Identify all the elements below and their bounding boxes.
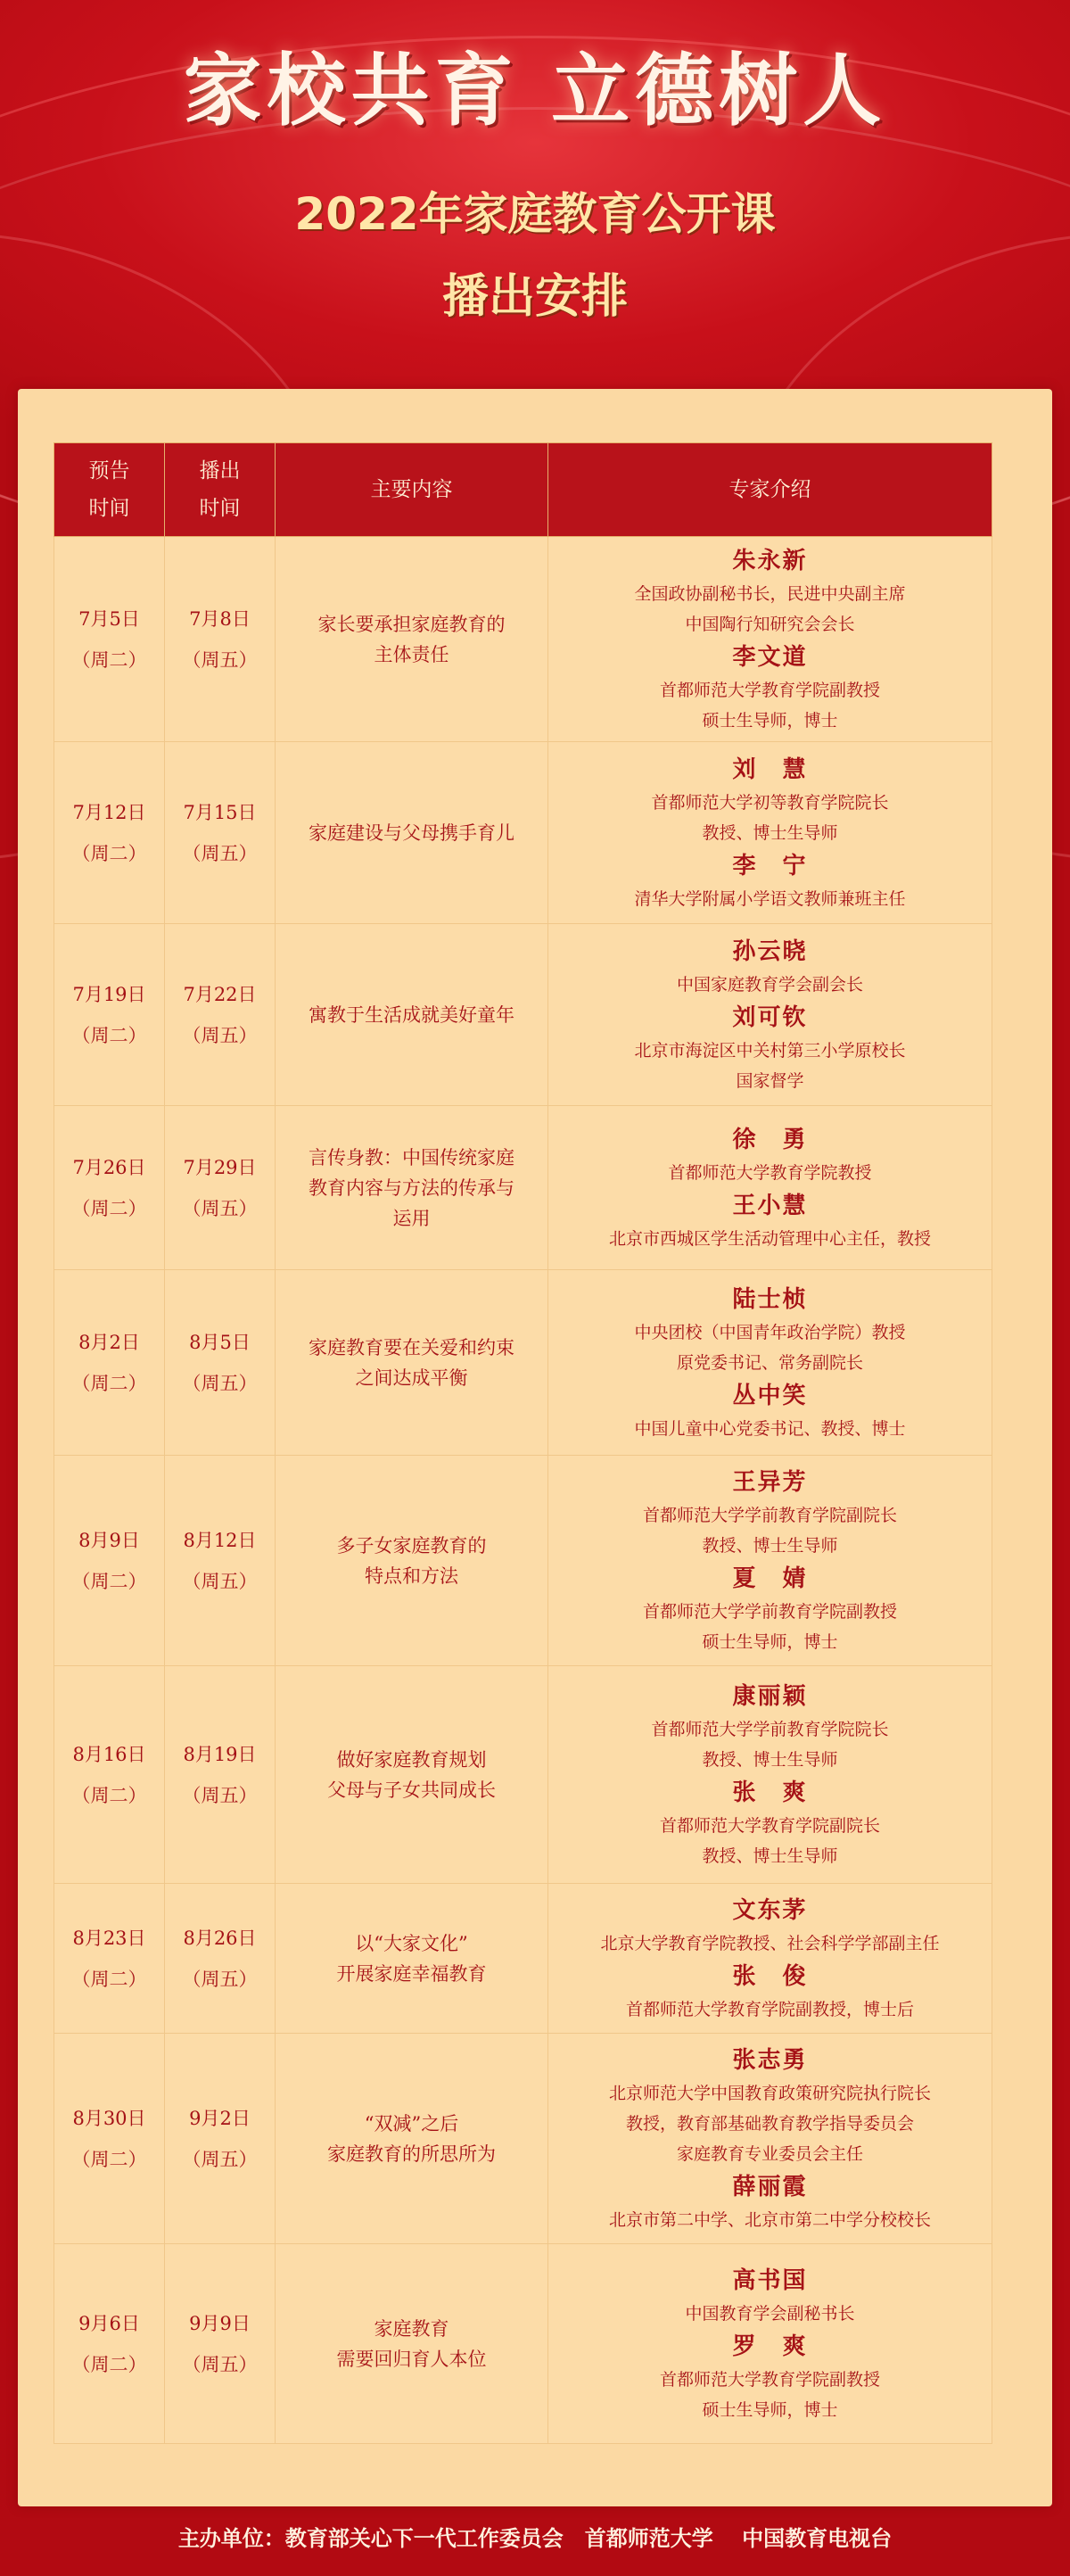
table-row [54, 924, 992, 1106]
broadcast-date: 8月19日 [183, 1743, 257, 1765]
preview-time-cell [54, 2034, 165, 2244]
broadcast-time-cell [165, 1456, 276, 1666]
main-content-cell [276, 1270, 548, 1456]
experts-cell [548, 537, 992, 742]
preview-time-cell [54, 742, 165, 924]
preview-date: 8月9日 [78, 1529, 140, 1551]
expert-title: 北京师范大学中国教育政策研究院执行院长 [608, 2083, 931, 2103]
broadcast-date: 7月22日 [183, 983, 257, 1005]
content-line: “双减”之后 [364, 2112, 459, 2134]
expert-name: 夏 婧 [732, 1565, 808, 1592]
preview-time-cell [54, 1456, 165, 1666]
expert-title: 国家督学 [736, 1070, 804, 1091]
table-row [54, 1456, 992, 1666]
content-line: 特点和方法 [365, 1565, 458, 1587]
expert-title: 原党委书记、常务副院长 [676, 1352, 863, 1373]
expert-name: 朱永新 [732, 547, 808, 574]
broadcast-time-cell [165, 1666, 276, 1884]
expert-title: 教授，教育部基础教育教学指导委员会 [625, 2113, 914, 2134]
expert-title: 首都师范大学教育学院副教授 [659, 680, 880, 700]
expert-title: 硕士生导师，博士 [702, 710, 838, 731]
table-row [54, 1270, 992, 1456]
broadcast-date: 7月15日 [183, 801, 257, 823]
expert-name: 王小慧 [732, 1192, 808, 1219]
expert-title: 中国家庭教育学会副会长 [676, 974, 863, 995]
content-line: 父母与子女共同成长 [327, 1779, 496, 1801]
main-content-cell [276, 1106, 548, 1270]
broadcast-time-cell [165, 2244, 276, 2444]
experts-cell [548, 742, 992, 924]
expert-name: 张 爽 [732, 1779, 808, 1806]
content-line: 家庭教育的所思所为 [327, 2143, 496, 2165]
preview-weekday: （周二） [71, 2148, 147, 2170]
broadcast-time-cell [165, 1270, 276, 1456]
content-line: 做好家庭教育规划 [336, 1748, 487, 1771]
preview-date: 8月2日 [78, 1331, 140, 1353]
preview-weekday: （周二） [71, 1024, 147, 1046]
content-line: 多子女家庭教育的 [336, 1534, 487, 1556]
content-line: 言传身教：中国传统家庭 [309, 1146, 514, 1168]
header-label: 时间 [199, 497, 241, 520]
expert-title: 北京市海淀区中关村第三小学原校长 [634, 1040, 906, 1061]
expert-name: 丛中笑 [732, 1382, 808, 1409]
broadcast-weekday: （周五） [182, 2353, 258, 2375]
broadcast-time-cell [165, 924, 276, 1106]
page-title: 2022年家庭教育公开课 [294, 188, 776, 240]
preview-date: 7月19日 [72, 983, 146, 1005]
experts-cell [548, 1666, 992, 1884]
preview-weekday: （周二） [71, 1197, 147, 1219]
preview-date: 8月30日 [72, 2107, 146, 2129]
expert-name: 张志勇 [732, 2046, 808, 2074]
experts-cell [548, 2034, 992, 2244]
preview-time-cell [54, 1666, 165, 1884]
expert-name: 文东茅 [732, 1896, 808, 1924]
content-line: 运用 [392, 1207, 431, 1229]
content-line: 家庭教育 [374, 2317, 449, 2340]
expert-title: 教授、博士生导师 [702, 1749, 838, 1770]
expert-name: 孙云晓 [732, 937, 808, 965]
broadcast-weekday: （周五） [182, 1024, 258, 1046]
preview-weekday: （周二） [71, 1784, 147, 1806]
broadcast-date: 9月2日 [189, 2107, 251, 2129]
expert-title: 北京市第二中学、北京市第二中学分校校长 [608, 2209, 931, 2230]
content-line: 家长要承担家庭教育的 [317, 613, 506, 635]
expert-title: 硕士生导师，博士 [702, 1631, 838, 1652]
header-label: 播出 [199, 459, 241, 483]
page-subtitle: 播出安排 [441, 270, 628, 324]
content-line: 主体责任 [374, 643, 449, 665]
header-experts: 专家介绍 [548, 443, 992, 537]
broadcast-time-cell [165, 742, 276, 924]
expert-title: 教授、博士生导师 [702, 1535, 838, 1556]
schedule-table [54, 442, 992, 2444]
expert-title: 中国陶行知研究会会长 [685, 614, 855, 634]
table-row [54, 537, 992, 742]
header-main-content: 主要内容 [276, 443, 548, 537]
content-line: 家庭教育要在关爱和约束 [309, 1336, 514, 1358]
main-content-cell [276, 924, 548, 1106]
experts-cell [548, 1456, 992, 1666]
table-row [54, 2244, 992, 2444]
preview-date: 7月5日 [78, 607, 140, 630]
expert-title: 首都师范大学教育学院副教授，博士后 [625, 1999, 914, 2019]
table-row [54, 742, 992, 924]
expert-name: 李 宁 [732, 852, 808, 879]
broadcast-date: 8月26日 [183, 1927, 257, 1949]
preview-date: 8月16日 [72, 1743, 146, 1765]
broadcast-date: 8月12日 [183, 1529, 257, 1551]
content-line: 需要回归育人本位 [336, 2348, 487, 2370]
table-row [54, 1666, 992, 1884]
slogan: 家校共育 立德树人 [183, 44, 887, 136]
broadcast-weekday: （周五） [182, 648, 258, 671]
expert-title: 首都师范大学教育学院教授 [668, 1162, 872, 1183]
expert-name: 陆士桢 [732, 1285, 808, 1313]
expert-title: 清华大学附属小学语文教师兼班主任 [634, 888, 906, 909]
content-line: 以“大家文化” [355, 1932, 468, 1954]
expert-title: 家庭教育专业委员会主任 [676, 2143, 863, 2164]
expert-name: 王异芳 [732, 1468, 808, 1496]
expert-title: 首都师范大学初等教育学院院长 [651, 792, 889, 813]
broadcast-weekday: （周五） [182, 842, 258, 864]
broadcast-time-cell [165, 537, 276, 742]
expert-title: 首都师范大学学前教育学院院长 [651, 1719, 889, 1739]
preview-time-cell [54, 537, 165, 742]
expert-name: 高书国 [732, 2266, 808, 2294]
expert-title: 中央团校（中国青年政治学院）教授 [634, 1322, 906, 1342]
preview-time-cell [54, 2244, 165, 2444]
main-content-cell [276, 2034, 548, 2244]
expert-name: 李文道 [732, 643, 808, 671]
table-header-row [54, 443, 992, 537]
header-label: 预告 [88, 459, 130, 483]
content-line: 家庭建设与父母携手育儿 [309, 822, 514, 844]
expert-title: 硕士生导师，博士 [702, 2399, 838, 2420]
expert-title: 首都师范大学教育学院副院长 [659, 1815, 880, 1836]
broadcast-weekday: （周五） [182, 1784, 258, 1806]
content-line: 开展家庭幸福教育 [336, 1962, 487, 1985]
broadcast-date: 7月8日 [189, 607, 251, 630]
experts-cell [548, 1270, 992, 1456]
broadcast-weekday: （周五） [182, 2148, 258, 2170]
main-content-cell [276, 537, 548, 742]
expert-name: 徐 勇 [732, 1126, 808, 1153]
experts-cell [548, 1884, 992, 2034]
content-line: 寓教于生活成就美好童年 [309, 1003, 514, 1026]
preview-time-cell [54, 1270, 165, 1456]
preview-time-cell [54, 1884, 165, 2034]
preview-weekday: （周二） [71, 648, 147, 671]
expert-name: 康丽颖 [732, 1682, 808, 1710]
table-row [54, 1884, 992, 2034]
expert-name: 刘 慧 [732, 755, 808, 783]
broadcast-time-cell [165, 1106, 276, 1270]
broadcast-weekday: （周五） [182, 1968, 258, 1990]
broadcast-date: 9月9日 [189, 2312, 251, 2334]
header-broadcast-time [165, 443, 276, 537]
expert-title: 首都师范大学教育学院副教授 [659, 2369, 880, 2390]
broadcast-weekday: （周五） [182, 1197, 258, 1219]
preview-weekday: （周二） [71, 1570, 147, 1592]
preview-weekday: （周二） [71, 1968, 147, 1990]
expert-name: 张 俊 [732, 1962, 808, 1990]
broadcast-weekday: （周五） [182, 1570, 258, 1592]
main-content-cell [276, 1884, 548, 2034]
preview-time-cell [54, 1106, 165, 1270]
expert-title: 教授、博士生导师 [702, 1845, 838, 1866]
expert-title: 北京市西城区学生活动管理中心主任，教授 [608, 1228, 931, 1249]
preview-date: 7月12日 [72, 801, 146, 823]
preview-weekday: （周二） [71, 842, 147, 864]
expert-title: 中国儿童中心党委书记、教授、博士 [634, 1418, 906, 1439]
content-line: 之间达成平衡 [355, 1366, 468, 1389]
schedule-body [54, 537, 992, 2444]
header-preview-time [54, 443, 165, 537]
preview-time-cell [54, 924, 165, 1106]
preview-date: 9月6日 [78, 2312, 140, 2334]
broadcast-time-cell [165, 2034, 276, 2244]
expert-name: 薛丽霞 [732, 2173, 808, 2200]
broadcast-date: 8月5日 [189, 1331, 251, 1353]
table-row [54, 2034, 992, 2244]
expert-title: 北京大学教育学院教授、社会科学学部副主任 [600, 1933, 940, 1953]
broadcast-weekday: （周五） [182, 1372, 258, 1394]
expert-name: 刘可钦 [732, 1003, 808, 1031]
broadcast-date: 7月29日 [183, 1156, 257, 1178]
organizers: 主办单位：教育部关心下一代工作委员会 首都师范大学 中国教育电视台 [177, 2525, 893, 2551]
expert-title: 全国政协副秘书长，民进中央副主席 [634, 583, 906, 604]
main-content-cell [276, 742, 548, 924]
preview-date: 8月23日 [72, 1927, 146, 1949]
preview-weekday: （周二） [71, 1372, 147, 1394]
preview-weekday: （周二） [71, 2353, 147, 2375]
experts-cell [548, 1106, 992, 1270]
experts-cell [548, 924, 992, 1106]
table-row [54, 1106, 992, 1270]
expert-title: 中国教育学会副秘书长 [685, 2303, 855, 2324]
expert-title: 教授、博士生导师 [702, 822, 838, 843]
main-content-cell [276, 2244, 548, 2444]
expert-title: 首都师范大学学前教育学院副教授 [642, 1601, 897, 1622]
content-line: 教育内容与方法的传承与 [309, 1177, 514, 1199]
expert-name: 罗 爽 [732, 2332, 808, 2360]
expert-title: 首都师范大学学前教育学院副院长 [642, 1505, 897, 1525]
main-content-cell [276, 1456, 548, 1666]
experts-cell [548, 2244, 992, 2444]
broadcast-time-cell [165, 1884, 276, 2034]
header-label: 时间 [88, 497, 130, 520]
preview-date: 7月26日 [72, 1156, 146, 1178]
main-content-cell [276, 1666, 548, 1884]
